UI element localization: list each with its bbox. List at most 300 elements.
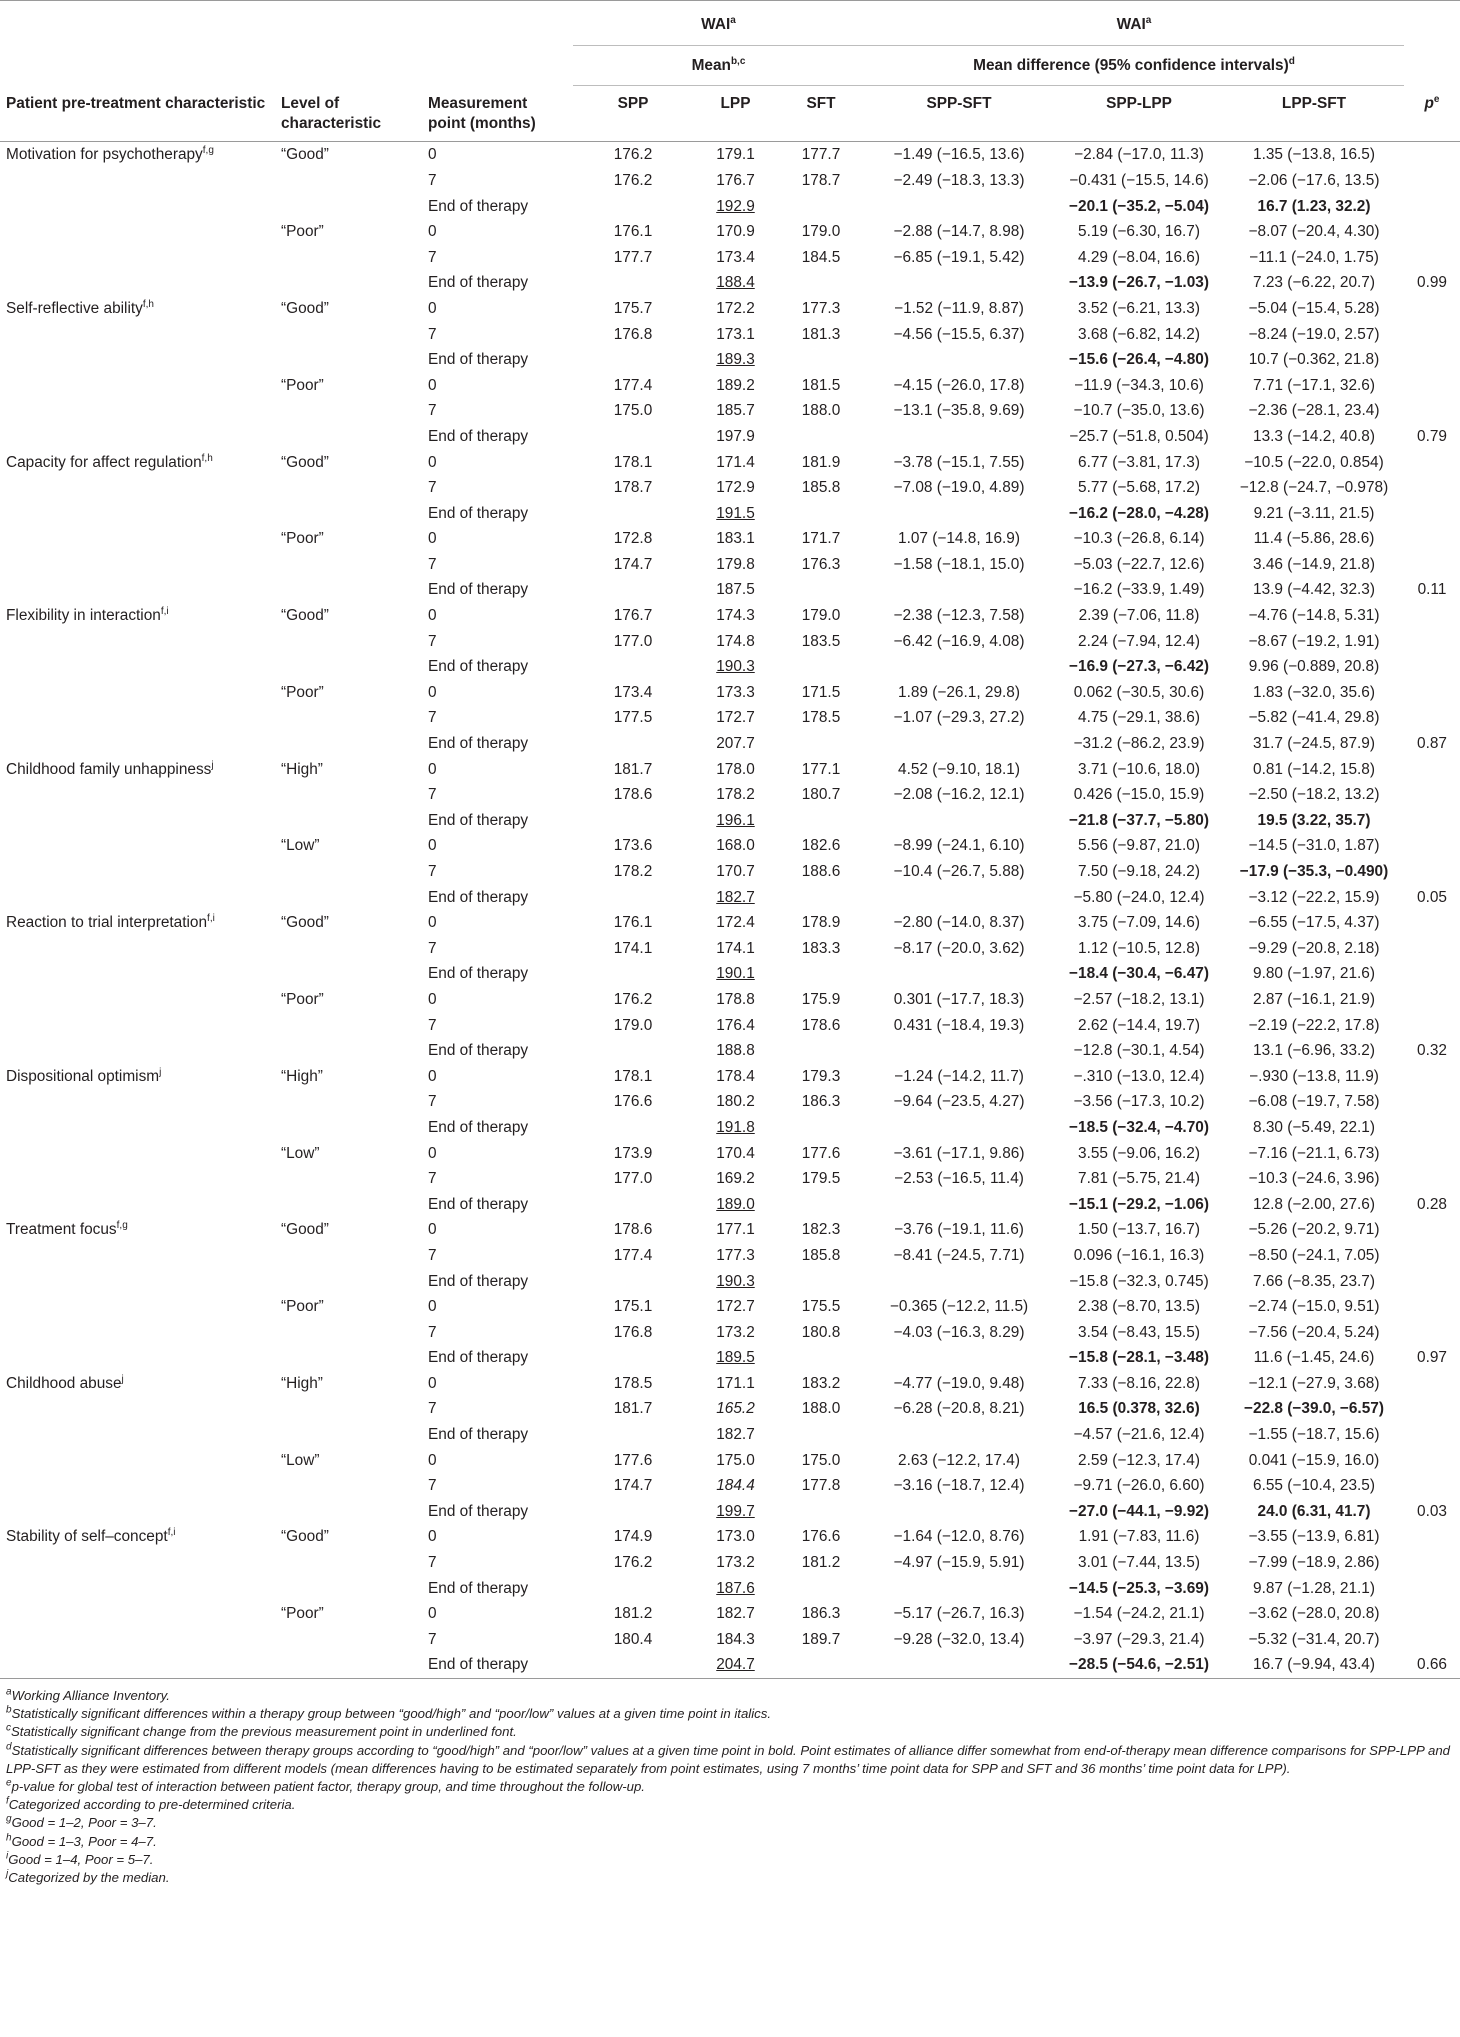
spp-sft-diff: 0.431 (−18.4, 19.3) (893, 1016, 1025, 1034)
lpp-mean: 178.2 (716, 786, 755, 804)
measurement-point: 7 (428, 325, 437, 343)
spp-sft-diff: −8.17 (−20.0, 3.62) (893, 939, 1025, 957)
lpp-mean: 189.0 (716, 1195, 755, 1213)
table-body (0, 142, 1460, 1679)
table-row (0, 373, 1460, 399)
lpp-sft-diff: 1.35 (−13.8, 16.5) (1253, 146, 1375, 164)
spp-lpp-diff: 1.50 (−13.7, 16.7) (1078, 1221, 1200, 1239)
spp-mean: 175.1 (613, 1298, 653, 1316)
measurement-point: 0 (428, 760, 437, 778)
spp-sft-diff: −1.52 (−11.9, 8.87) (894, 299, 1024, 317)
spp-sft-diff: −13.1 (−35.8, 9.69) (893, 402, 1025, 420)
measurement-point: 0 (428, 530, 437, 548)
measurement-point: 7 (428, 479, 437, 497)
lpp-sft-diff: −3.55 (−13.9, 6.81) (1248, 1528, 1380, 1546)
lpp-sft-diff: −22.8 (−39.0, −6.57) (1244, 1400, 1384, 1418)
spp-mean: 176.2 (613, 146, 653, 164)
lpp-sft-diff: −8.24 (−19.0, 2.57) (1248, 325, 1380, 343)
measurement-point: 0 (428, 1298, 437, 1316)
measurement-point: 0 (428, 453, 437, 471)
lpp-mean: 182.7 (716, 1426, 755, 1444)
lpp-mean: 187.6 (716, 1579, 755, 1597)
spp-sft-diff: −2.49 (−18.3, 13.3) (893, 171, 1025, 189)
lpp-mean: 172.9 (716, 479, 755, 497)
col-characteristic: Patient pre-treatment characteristic (0, 86, 275, 142)
spp-mean: 180.4 (613, 1630, 653, 1648)
table-row (0, 1627, 1460, 1653)
lpp-sft-diff: 11.4 (−5.86, 28.6) (1253, 530, 1375, 548)
lpp-mean: 178.0 (716, 760, 755, 778)
lpp-mean: 189.3 (716, 351, 755, 369)
col-lpp: LPP (693, 86, 778, 142)
header-wai-right-sup: a (1145, 14, 1152, 26)
spp-sft-diff: −4.03 (−16.3, 8.29) (893, 1323, 1025, 1341)
spp-sft-diff: −6.28 (−20.8, 8.21) (893, 1400, 1025, 1418)
spp-mean: 177.4 (613, 1246, 653, 1264)
spp-mean: 176.6 (613, 1093, 653, 1111)
spp-sft-diff: −1.24 (−14.2, 11.7) (894, 1067, 1024, 1085)
spp-mean: 181.7 (613, 1400, 653, 1418)
lpp-sft-diff: 31.7 (−24.5, 87.9) (1253, 735, 1375, 753)
measurement-point: 7 (428, 1323, 437, 1341)
spp-mean: 177.0 (613, 632, 653, 650)
spp-lpp-diff: −10.3 (−26.8, 6.14) (1073, 530, 1205, 548)
spp-sft-diff: −6.42 (−16.9, 4.08) (893, 632, 1025, 650)
characteristic-name: Dispositional optimism (6, 1067, 160, 1085)
spp-lpp-diff: −16.2 (−33.9, 1.49) (1073, 581, 1205, 599)
measurement-point: 0 (428, 1144, 437, 1162)
spp-lpp-diff: −21.8 (−37.7, −5.80) (1069, 811, 1209, 829)
measurement-point: 0 (428, 837, 437, 855)
spp-mean: 174.9 (613, 1528, 653, 1546)
lpp-mean: 204.7 (716, 1656, 755, 1674)
sft-mean: 183.2 (801, 1374, 841, 1392)
table-row (0, 808, 1460, 834)
measurement-point: End of therapy (428, 197, 529, 215)
footnote-text: p-value for global test of interaction between patient factor, therapy group, and time throughout the follow-up. (11, 1779, 645, 1795)
table-row (0, 1524, 1460, 1550)
lpp-mean: 180.2 (716, 1093, 755, 1111)
measurement-point: 0 (428, 683, 437, 701)
measurement-point: End of therapy (428, 888, 529, 906)
spp-lpp-diff: −15.8 (−28.1, −3.48) (1069, 1349, 1209, 1367)
lpp-sft-diff: 0.041 (−15.9, 16.0) (1248, 1451, 1380, 1469)
spp-lpp-diff: 5.19 (−6.30, 16.7) (1078, 223, 1200, 241)
spp-mean: 177.5 (613, 709, 653, 727)
table-row (0, 603, 1460, 629)
measurement-point: 7 (428, 1016, 437, 1034)
sft-mean: 188.0 (801, 1400, 841, 1418)
lpp-mean: 174.1 (716, 939, 755, 957)
table-row (0, 859, 1460, 885)
footnote-mark: f (6, 1795, 9, 1807)
measurement-point: End of therapy (428, 1042, 529, 1060)
footnote (6, 1687, 1454, 1705)
spp-mean: 178.7 (613, 479, 653, 497)
measurement-point: 7 (428, 1630, 437, 1648)
spp-lpp-diff: −15.6 (−26.4, −4.80) (1069, 351, 1209, 369)
level-label: “Good” (281, 453, 329, 471)
characteristic-sup: f,i (160, 605, 169, 617)
measurement-point: 7 (428, 1477, 437, 1495)
characteristic-name: Reaction to trial interpretation (6, 914, 208, 932)
measurement-point: End of therapy (428, 811, 529, 829)
lpp-mean: 165.2 (716, 1400, 755, 1418)
measurement-point: 0 (428, 1067, 437, 1085)
characteristic-sup: f,g (202, 145, 214, 157)
lpp-sft-diff: −5.26 (−20.2, 9.71) (1248, 1221, 1380, 1239)
measurement-point: 7 (428, 939, 437, 957)
sft-mean: 178.6 (801, 1016, 841, 1034)
footnote-text: Statistically significant differences between therapy groups according to “good/high” and “poor/low” values at a given time point in bold. Point estimates of alliance differ somewhat from end-of-therapy mean difference comparisons for SPP-LPP and LPP-SFT as they were estimated from different models (mean differences having to be estimated separately from point estimates, using 7 months’ time point data for SPP and SFT and 36 months’ time point data for LPP). (6, 1742, 1451, 1776)
p-value: 0.97 (1417, 1349, 1447, 1367)
lpp-sft-diff: −7.99 (−18.9, 2.86) (1248, 1554, 1380, 1572)
spp-lpp-diff: 2.38 (−8.70, 13.5) (1078, 1298, 1200, 1316)
spp-sft-diff: −3.76 (−19.1, 11.6) (894, 1221, 1024, 1239)
spp-lpp-diff: 0.426 (−15.0, 15.9) (1073, 786, 1205, 804)
lpp-mean: 178.8 (716, 990, 755, 1008)
col-spp: SPP (573, 86, 693, 142)
characteristic-name: Treatment focus (6, 1221, 117, 1239)
spp-sft-diff: −4.15 (−26.0, 17.8) (893, 376, 1025, 394)
sft-mean: 183.5 (801, 632, 841, 650)
spp-mean: 176.1 (613, 914, 653, 932)
lpp-sft-diff: 24.0 (6.31, 41.7) (1257, 1502, 1371, 1520)
level-label: “Low” (281, 1451, 320, 1469)
measurement-point: 7 (428, 709, 437, 727)
lpp-sft-diff: −12.1 (−27.9, 3.68) (1248, 1374, 1380, 1392)
sft-mean: 180.8 (801, 1323, 841, 1341)
measurement-point: 0 (428, 299, 437, 317)
table-row (0, 1422, 1460, 1448)
table-row (0, 1550, 1460, 1576)
p-value: 0.99 (1417, 274, 1447, 292)
spp-mean: 177.7 (613, 248, 653, 266)
lpp-mean: 182.7 (716, 888, 755, 906)
lpp-mean: 176.4 (716, 1016, 755, 1034)
table-row (0, 1601, 1460, 1627)
lpp-mean: 174.3 (716, 607, 755, 625)
table-row (0, 1192, 1460, 1218)
spp-mean: 176.7 (613, 607, 653, 625)
table-row (0, 936, 1460, 962)
lpp-mean: 173.4 (716, 248, 755, 266)
lpp-mean: 191.8 (716, 1118, 755, 1136)
lpp-sft-diff: 16.7 (−9.94, 43.4) (1253, 1656, 1375, 1674)
spp-sft-diff: 1.89 (−26.1, 29.8) (898, 683, 1020, 701)
spp-sft-diff: −9.28 (−32.0, 13.4) (893, 1630, 1025, 1648)
lpp-mean: 177.1 (716, 1221, 755, 1239)
measurement-point: 7 (428, 248, 437, 266)
col-p-label: p (1424, 95, 1434, 113)
sft-mean: 177.1 (801, 760, 841, 778)
sft-mean: 188.0 (801, 402, 841, 420)
measurement-point: End of therapy (428, 1502, 529, 1520)
spp-lpp-diff: −2.57 (−18.2, 13.1) (1073, 990, 1205, 1008)
measurement-point: End of therapy (428, 658, 529, 676)
spp-lpp-diff: −3.56 (−17.3, 10.2) (1073, 1093, 1205, 1111)
sft-mean: 186.3 (801, 1093, 841, 1111)
level-label: “Low” (281, 837, 320, 855)
level-label: “Good” (281, 1221, 329, 1239)
spp-mean: 174.7 (613, 555, 653, 573)
spp-lpp-diff: 2.39 (−7.06, 11.8) (1078, 607, 1200, 625)
lpp-sft-diff: −6.55 (−17.5, 4.37) (1248, 914, 1380, 932)
lpp-mean: 171.1 (716, 1374, 755, 1392)
measurement-point: End of therapy (428, 581, 529, 599)
sft-mean: 181.2 (801, 1554, 841, 1572)
spp-sft-diff: −4.97 (−15.9, 5.91) (893, 1554, 1025, 1572)
table-row (0, 577, 1460, 603)
footnote-text: Good = 1–4, Poor = 5–7. (8, 1851, 154, 1867)
table-row (0, 1448, 1460, 1474)
sft-mean: 189.7 (801, 1630, 841, 1648)
measurement-point: 7 (428, 863, 437, 880)
table-row (0, 1089, 1460, 1115)
spp-sft-diff: −3.61 (−17.1, 9.86) (893, 1144, 1025, 1162)
lpp-sft-diff: 7.66 (−8.35, 23.7) (1253, 1272, 1375, 1290)
spp-lpp-diff: −13.9 (−26.7, −1.03) (1069, 274, 1209, 292)
spp-sft-diff: −2.80 (−14.0, 8.37) (893, 914, 1025, 932)
lpp-mean: 173.3 (716, 683, 755, 701)
level-label: “Poor” (281, 1605, 324, 1623)
spp-lpp-diff: 4.75 (−29.1, 38.6) (1078, 709, 1200, 727)
level-label: “Poor” (281, 1298, 324, 1316)
footnote-mark: j (6, 1868, 9, 1880)
spp-sft-diff: 4.52 (−9.10, 18.1) (898, 760, 1020, 778)
table-row (0, 1064, 1460, 1090)
lpp-mean: 179.8 (716, 555, 755, 573)
lpp-mean: 189.5 (716, 1349, 755, 1367)
sft-mean: 179.5 (801, 1170, 841, 1188)
lpp-mean: 184.4 (716, 1477, 755, 1495)
spp-mean: 174.7 (613, 1477, 653, 1495)
sft-mean: 171.5 (801, 683, 841, 701)
sft-mean: 188.6 (801, 863, 841, 880)
table-row (0, 1371, 1460, 1397)
spp-mean: 181.7 (613, 760, 653, 778)
table-row (0, 347, 1460, 373)
lpp-mean: 192.9 (716, 197, 755, 215)
spp-lpp-diff: −1.54 (−24.2, 21.1) (1073, 1605, 1205, 1623)
level-label: “Low” (281, 1144, 320, 1162)
spp-lpp-diff: 7.50 (−9.18, 24.2) (1078, 863, 1200, 880)
spp-lpp-diff: −31.2 (−86.2, 23.9) (1073, 735, 1205, 753)
lpp-sft-diff: 2.87 (−16.1, 21.9) (1253, 990, 1375, 1008)
lpp-mean: 173.2 (716, 1554, 755, 1572)
footnote-text: Categorized according to pre-determined criteria. (8, 1797, 296, 1813)
lpp-sft-diff: 0.81 (−14.2, 15.8) (1253, 760, 1375, 778)
sft-mean: 181.5 (801, 376, 841, 394)
characteristic-name: Childhood abuse (6, 1374, 122, 1392)
characteristic-sup: f,i (167, 1527, 176, 1539)
measurement-point: 7 (428, 786, 437, 804)
measurement-point: 7 (428, 555, 437, 573)
lpp-mean: 169.2 (716, 1170, 755, 1188)
measurement-point: End of therapy (428, 1579, 529, 1597)
spp-lpp-diff: −12.8 (−30.1, 4.54) (1073, 1042, 1205, 1060)
sft-mean: 179.3 (801, 1067, 841, 1085)
spp-sft-diff: −2.53 (−16.5, 11.4) (894, 1170, 1024, 1188)
measurement-point: End of therapy (428, 1426, 529, 1444)
lpp-sft-diff: 13.3 (−14.2, 40.8) (1253, 427, 1375, 445)
measurement-point: End of therapy (428, 351, 529, 369)
sft-mean: 175.0 (801, 1451, 841, 1469)
spp-lpp-diff: −18.5 (−32.4, −4.70) (1069, 1118, 1209, 1136)
measurement-point: 7 (428, 171, 437, 189)
sft-mean: 177.6 (801, 1144, 841, 1162)
measurement-point: End of therapy (428, 427, 529, 445)
header-mean: Mean (691, 56, 731, 74)
table-row (0, 654, 1460, 680)
table-row (0, 296, 1460, 322)
spp-lpp-diff: −16.2 (−28.0, −4.28) (1069, 504, 1209, 522)
table-row (0, 219, 1460, 245)
col-measurement-point: Measurement point (months) (422, 86, 573, 142)
spp-lpp-diff: −27.0 (−44.1, −9.92) (1069, 1502, 1209, 1520)
lpp-sft-diff: −17.9 (−35.3, −0.490) (1239, 863, 1389, 880)
spp-lpp-diff: 2.59 (−12.3, 17.4) (1078, 1451, 1200, 1469)
lpp-sft-diff: −6.08 (−19.7, 7.58) (1248, 1093, 1380, 1111)
spp-lpp-diff: 1.12 (−10.5, 12.8) (1078, 939, 1200, 957)
footnote-mark: i (6, 1850, 9, 1862)
table-row (0, 1269, 1460, 1295)
col-spp-sft: SPP-SFT (864, 86, 1054, 142)
spp-sft-diff: 2.63 (−12.2, 17.4) (898, 1451, 1020, 1469)
lpp-mean: 170.9 (716, 223, 755, 241)
measurement-point: End of therapy (428, 1349, 529, 1367)
spp-lpp-diff: −4.57 (−21.6, 12.4) (1073, 1426, 1205, 1444)
lpp-sft-diff: 7.23 (−6.22, 20.7) (1253, 274, 1375, 292)
sft-mean: 185.8 (801, 479, 841, 497)
lpp-sft-diff: −2.50 (−18.2, 13.2) (1248, 786, 1380, 804)
spp-sft-diff: −4.56 (−15.5, 6.37) (893, 325, 1025, 343)
header-mean-difference-sup: d (1288, 55, 1295, 67)
measurement-point: 0 (428, 1221, 437, 1239)
spp-mean: 177.0 (613, 1170, 653, 1188)
spp-sft-diff: 1.07 (−14.8, 16.9) (898, 530, 1020, 548)
lpp-sft-diff: 9.87 (−1.28, 21.1) (1253, 1579, 1375, 1597)
level-label: “Poor” (281, 530, 324, 548)
lpp-mean: 191.5 (716, 504, 755, 522)
measurement-point: 0 (428, 1528, 437, 1546)
table-row (0, 1243, 1460, 1269)
col-lpp-sft: LPP-SFT (1224, 86, 1404, 142)
spp-lpp-diff: 2.62 (−14.4, 19.7) (1078, 1016, 1200, 1034)
characteristic-sup: f,h (142, 298, 154, 310)
lpp-sft-diff: −2.19 (−22.2, 17.8) (1248, 1016, 1380, 1034)
table-row (0, 833, 1460, 859)
table-row (0, 1141, 1460, 1167)
lpp-sft-diff: −3.62 (−28.0, 20.8) (1248, 1605, 1380, 1623)
sft-mean: 179.0 (801, 607, 841, 625)
spp-sft-diff: −10.4 (−26.7, 5.88) (893, 863, 1025, 880)
lpp-mean: 196.1 (716, 811, 755, 829)
footnote-mark: e (6, 1777, 12, 1789)
lpp-sft-diff: −3.12 (−22.2, 15.9) (1248, 888, 1380, 906)
spp-mean: 175.7 (613, 299, 653, 317)
footnote-mark: h (6, 1832, 12, 1844)
footnote-text: Working Alliance Inventory. (11, 1688, 170, 1703)
lpp-sft-diff: −8.07 (−20.4, 4.30) (1248, 223, 1380, 241)
lpp-mean: 197.9 (716, 427, 755, 445)
footnote (6, 1705, 1454, 1723)
lpp-sft-diff: −2.74 (−15.0, 9.51) (1248, 1298, 1380, 1316)
level-label: “Good” (281, 914, 329, 932)
table-row (0, 910, 1460, 936)
sft-mean: 176.6 (801, 1528, 841, 1546)
characteristic-name: Capacity for affect regulation (6, 453, 202, 471)
lpp-sft-diff: 16.7 (1.23, 32.2) (1257, 197, 1371, 215)
level-label: “Poor” (281, 683, 324, 701)
spp-lpp-diff: −9.71 (−26.0, 6.60) (1073, 1477, 1205, 1495)
lpp-sft-diff: 7.71 (−17.1, 32.6) (1253, 376, 1375, 394)
footnote-mark: b (6, 1704, 12, 1716)
table-row (0, 1013, 1460, 1039)
lpp-sft-diff: −.930 (−13.8, 11.9) (1249, 1067, 1379, 1085)
measurement-point: End of therapy (428, 504, 529, 522)
measurement-point: 7 (428, 1170, 437, 1188)
level-label: “Good” (281, 146, 329, 164)
spp-sft-diff: −2.88 (−14.7, 8.98) (893, 223, 1025, 241)
spp-mean: 177.6 (613, 1451, 653, 1469)
spp-sft-diff: −3.16 (−18.7, 12.4) (893, 1477, 1025, 1495)
table-row (0, 1038, 1460, 1064)
spp-lpp-diff: −3.97 (−29.3, 21.4) (1073, 1630, 1205, 1648)
sft-mean: 175.9 (801, 990, 841, 1008)
spp-lpp-diff: 7.81 (−5.75, 21.4) (1078, 1170, 1200, 1188)
table-row (0, 731, 1460, 757)
table-row (0, 1576, 1460, 1602)
measurement-point: 0 (428, 1374, 437, 1392)
lpp-sft-diff: −5.82 (−41.4, 29.8) (1248, 709, 1380, 727)
spp-lpp-diff: −.310 (−13.0, 12.4) (1073, 1067, 1205, 1085)
lpp-mean: 170.4 (716, 1144, 755, 1162)
table-row (0, 987, 1460, 1013)
lpp-mean: 172.7 (716, 709, 755, 727)
spp-sft-diff: −0.365 (−12.2, 11.5) (889, 1298, 1029, 1316)
spp-lpp-diff: 0.096 (−16.1, 16.3) (1073, 1246, 1205, 1264)
spp-lpp-diff: 2.24 (−7.94, 12.4) (1078, 632, 1200, 650)
table-row (0, 245, 1460, 271)
sft-mean: 184.5 (801, 248, 841, 266)
lpp-sft-diff: 10.7 (−0.362, 21.8) (1248, 351, 1380, 369)
lpp-mean: 199.7 (716, 1502, 755, 1520)
lpp-mean: 172.7 (716, 1298, 755, 1316)
measurement-point: End of therapy (428, 965, 529, 983)
lpp-sft-diff: −8.50 (−24.1, 7.05) (1248, 1246, 1380, 1264)
spp-lpp-diff: −20.1 (−35.2, −5.04) (1069, 197, 1209, 215)
p-value: 0.66 (1417, 1656, 1447, 1674)
lpp-sft-diff: 3.46 (−14.9, 21.8) (1253, 555, 1375, 573)
col-p-value (1404, 86, 1460, 142)
spp-lpp-diff: 7.33 (−8.16, 22.8) (1078, 1374, 1200, 1392)
sft-mean: 182.6 (801, 837, 841, 855)
spp-lpp-diff: 3.55 (−9.06, 16.2) (1078, 1144, 1200, 1162)
lpp-sft-diff: −11.1 (−24.0, 1.75) (1249, 248, 1379, 266)
lpp-sft-diff: −14.5 (−31.0, 1.87) (1248, 837, 1380, 855)
lpp-sft-diff: −7.16 (−21.1, 6.73) (1248, 1144, 1380, 1162)
lpp-sft-diff: 8.30 (−5.49, 22.1) (1253, 1118, 1375, 1136)
characteristic-name: Stability of self–concept (6, 1528, 168, 1546)
level-label: “Poor” (281, 990, 324, 1008)
col-p-sup: e (1433, 94, 1440, 106)
lpp-mean: 185.7 (716, 402, 755, 420)
table-row (0, 424, 1460, 450)
spp-lpp-diff: −28.5 (−54.6, −2.51) (1069, 1656, 1209, 1674)
spp-sft-diff: −2.38 (−12.3, 7.58) (893, 607, 1025, 625)
measurement-point: 7 (428, 632, 437, 650)
